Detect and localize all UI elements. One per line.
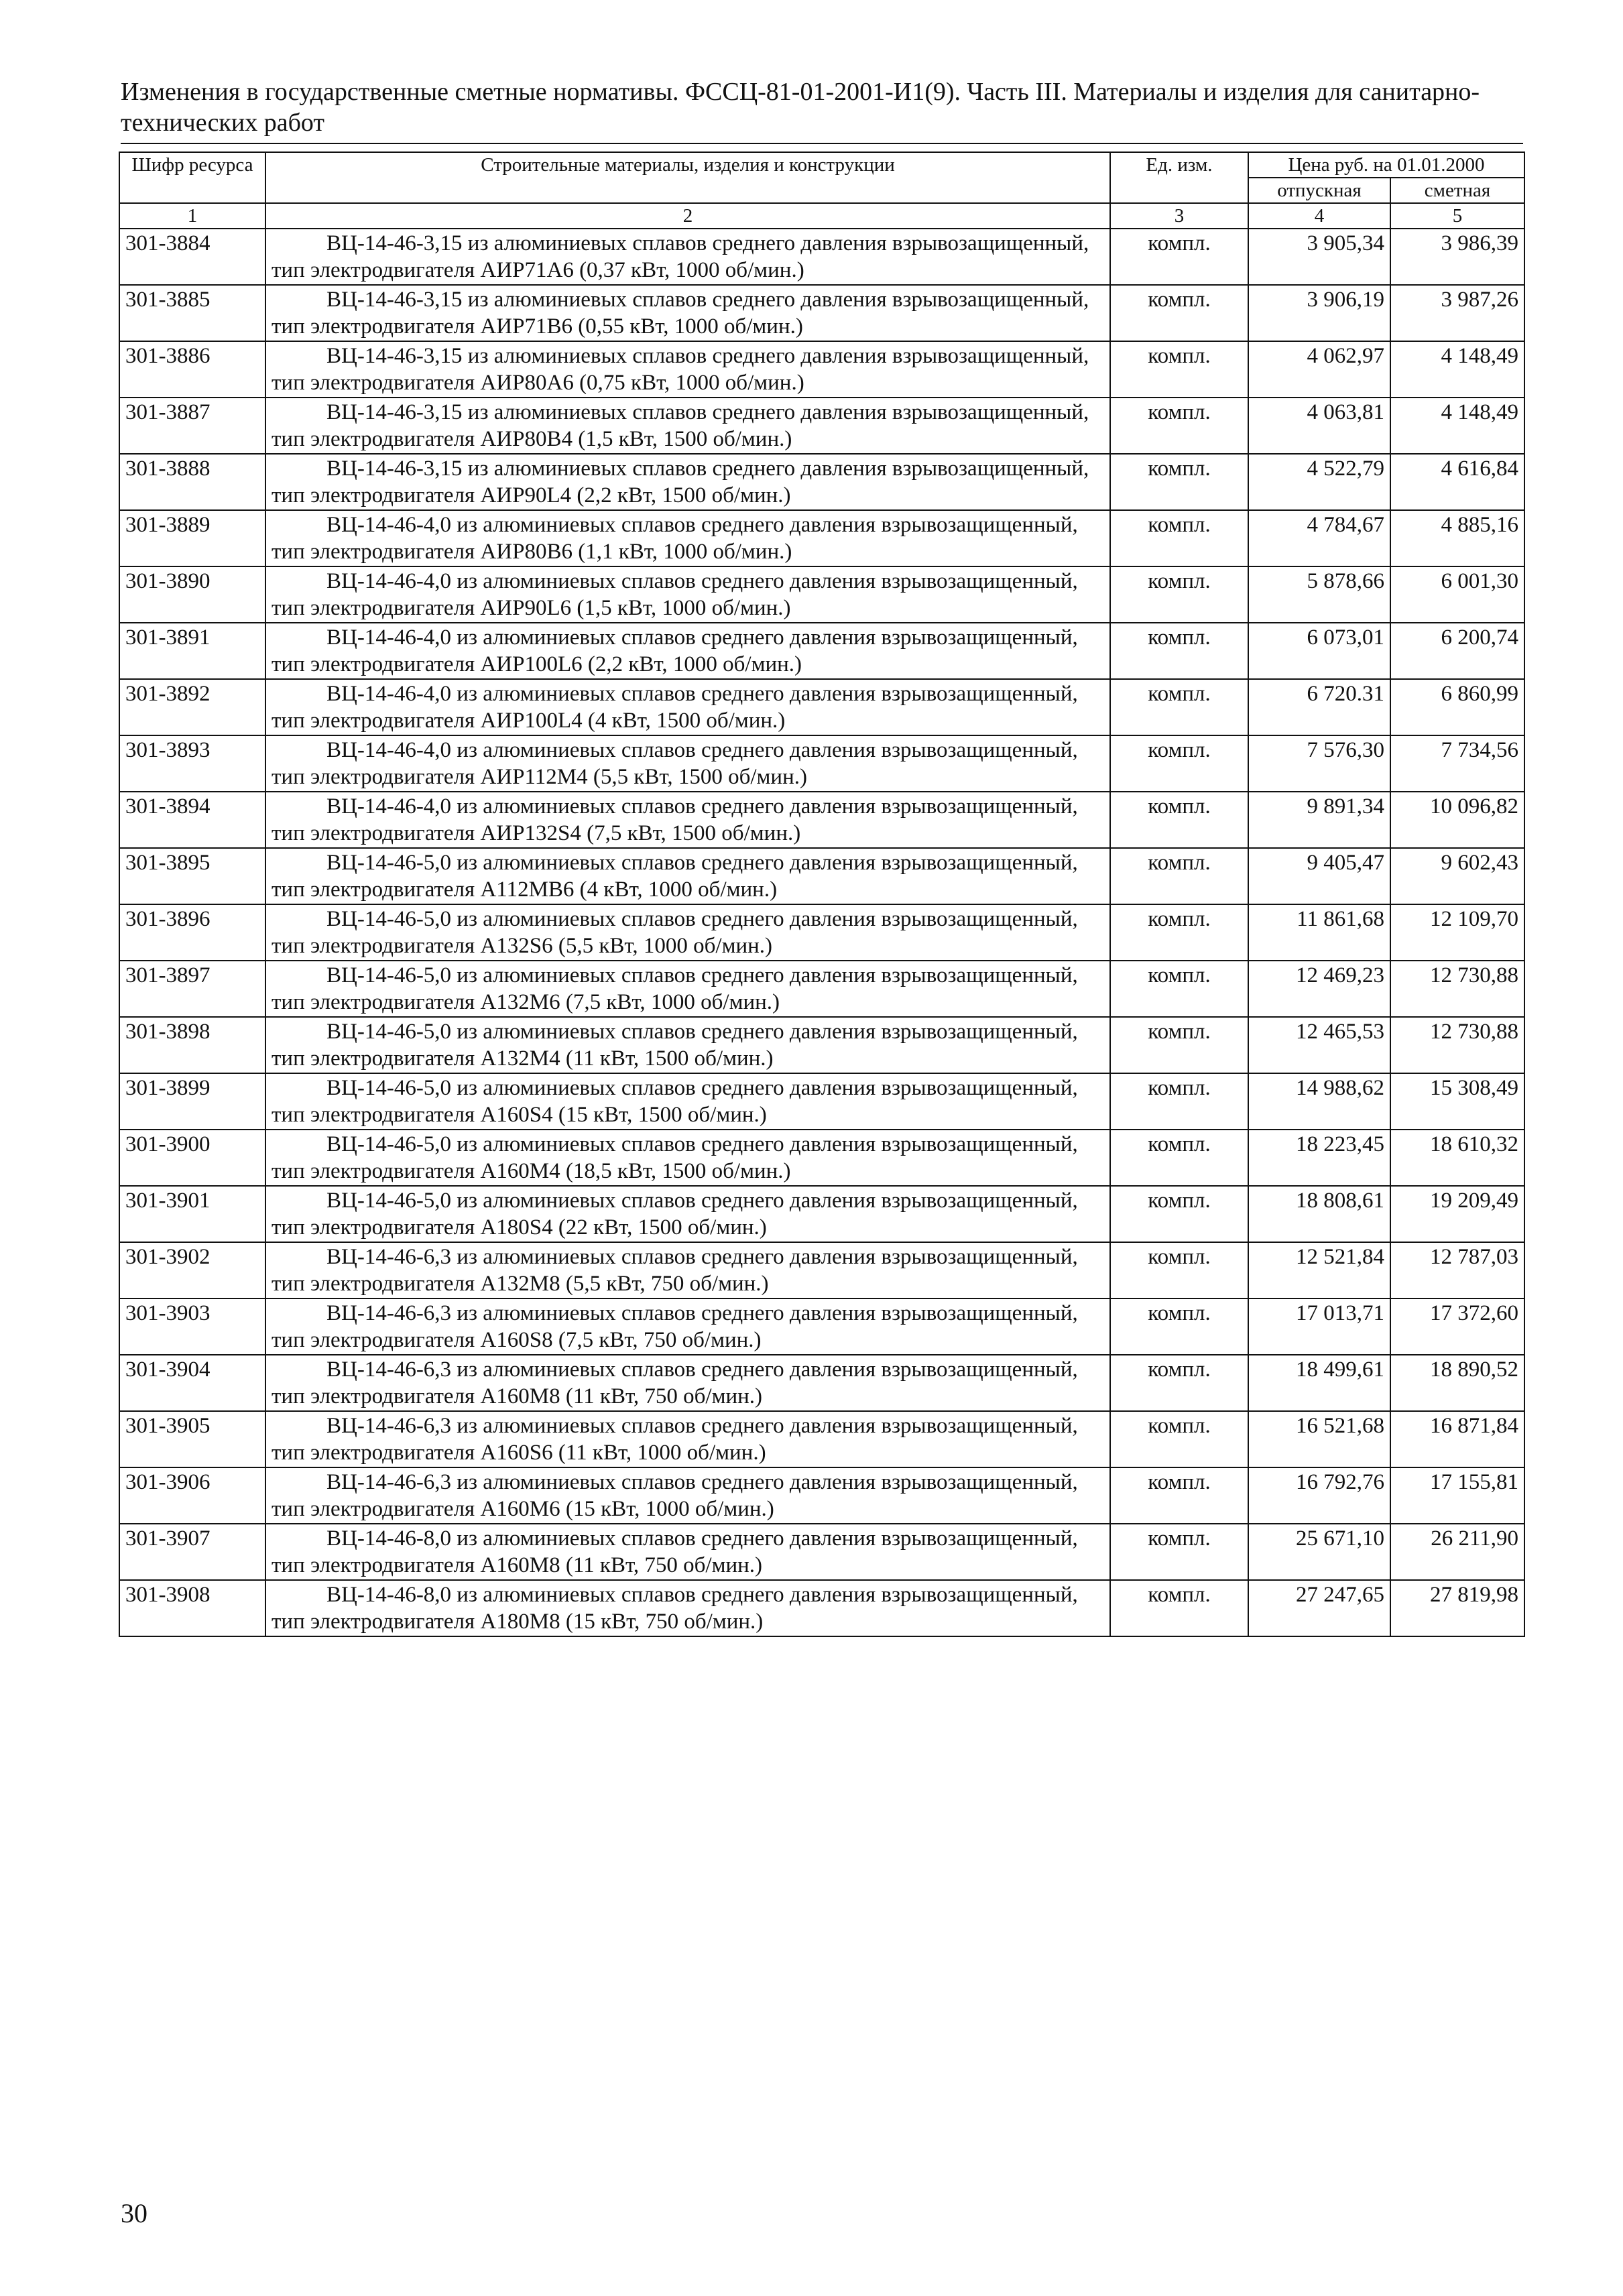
table-row <box>119 735 1524 792</box>
table-row <box>119 229 1524 285</box>
resource-code-cell: 301-3887 <box>119 398 265 454</box>
resource-code-cell: 301-3885 <box>119 285 265 341</box>
resource-code-cell: 301-3886 <box>119 341 265 398</box>
resource-code-cell: 301-3896 <box>119 904 265 961</box>
resource-code-cell: 301-3893 <box>119 735 265 792</box>
unit-cell: компл. <box>1110 285 1248 341</box>
table-row <box>119 961 1524 1017</box>
material-name-cell: ВЦ-14-46-6,3 из алюминиевых сплавов среднего давления взрывозащищенный, тип электродвигателя А160М8 (11 кВт, 750 об/мин.) <box>265 1355 1110 1411</box>
release-price-cell: 18 808,61 <box>1248 1186 1390 1242</box>
release-price-cell: 7 576,30 <box>1248 735 1390 792</box>
resource-code-cell: 301-3894 <box>119 792 265 848</box>
estimate-price-cell: 4 148,49 <box>1390 341 1524 398</box>
page-number: 30 <box>121 2198 147 2228</box>
table-row <box>119 1355 1524 1411</box>
table-row <box>119 679 1524 735</box>
unit-cell: компл. <box>1110 1242 1248 1298</box>
estimate-price-cell: 9 602,43 <box>1390 848 1524 904</box>
estimate-price-cell: 18 890,52 <box>1390 1355 1524 1411</box>
estimate-price-cell: 4 885,16 <box>1390 510 1524 566</box>
unit-cell: компл. <box>1110 229 1248 285</box>
unit-cell: компл. <box>1110 1580 1248 1636</box>
table-row <box>119 1130 1524 1186</box>
release-price-cell: 9 405,47 <box>1248 848 1390 904</box>
column-header-price-group: Цена руб. на 01.01.2000 <box>1248 152 1524 178</box>
column-number: 1 <box>119 203 265 229</box>
resource-code-cell: 301-3884 <box>119 229 265 285</box>
unit-cell: компл. <box>1110 341 1248 398</box>
material-name-cell: ВЦ-14-46-6,3 из алюминиевых сплавов среднего давления взрывозащищенный, тип электродвигателя А132М8 (5,5 кВт, 750 об/мин.) <box>265 1242 1110 1298</box>
estimate-price-cell: 7 734,56 <box>1390 735 1524 792</box>
table-row <box>119 285 1524 341</box>
release-price-cell: 4 784,67 <box>1248 510 1390 566</box>
resource-code-cell: 301-3907 <box>119 1524 265 1580</box>
material-name-cell: ВЦ-14-46-3,15 из алюминиевых сплавов среднего давления взрывозащищенный, тип электродвигателя АИР71В6 (0,55 кВт, 1000 об/мин.) <box>265 285 1110 341</box>
unit-cell: компл. <box>1110 1298 1248 1355</box>
estimate-price-cell: 18 610,32 <box>1390 1130 1524 1186</box>
material-name-cell: ВЦ-14-46-5,0 из алюминиевых сплавов среднего давления взрывозащищенный, тип электродвигателя А112МВ6 (4 кВт, 1000 об/мин.) <box>265 848 1110 904</box>
table-row <box>119 1298 1524 1355</box>
estimate-price-cell: 6 001,30 <box>1390 566 1524 623</box>
unit-cell: компл. <box>1110 1467 1248 1524</box>
material-name-cell: ВЦ-14-46-3,15 из алюминиевых сплавов среднего давления взрывозащищенный, тип электродвигателя АИР80В4 (1,5 кВт, 1500 об/мин.) <box>265 398 1110 454</box>
table-row <box>119 1524 1524 1580</box>
unit-cell: компл. <box>1110 904 1248 961</box>
resource-code-cell: 301-3908 <box>119 1580 265 1636</box>
resource-code-cell: 301-3902 <box>119 1242 265 1298</box>
material-name-cell: ВЦ-14-46-5,0 из алюминиевых сплавов среднего давления взрывозащищенный, тип электродвигателя А132М6 (7,5 кВт, 1000 об/мин.) <box>265 961 1110 1017</box>
column-number: 4 <box>1248 203 1390 229</box>
estimate-price-cell: 6 200,74 <box>1390 623 1524 679</box>
release-price-cell: 9 891,34 <box>1248 792 1390 848</box>
release-price-cell: 25 671,10 <box>1248 1524 1390 1580</box>
resource-code-cell: 301-3897 <box>119 961 265 1017</box>
resource-code-cell: 301-3890 <box>119 566 265 623</box>
unit-cell: компл. <box>1110 1017 1248 1073</box>
column-header-code: Шифр ресурса <box>119 152 265 203</box>
material-name-cell: ВЦ-14-46-5,0 из алюминиевых сплавов среднего давления взрывозащищенный, тип электродвигателя А160S4 (15 кВт, 1500 об/мин.) <box>265 1073 1110 1130</box>
unit-cell: компл. <box>1110 961 1248 1017</box>
resource-code-cell: 301-3889 <box>119 510 265 566</box>
page-header: Изменения в государственные сметные нормативы. ФССЦ-81-01-2001-И1(9). Часть III. Материалы и изделия для санитарно-технических работ <box>121 78 1480 137</box>
column-number: 5 <box>1390 203 1524 229</box>
estimate-price-cell: 27 819,98 <box>1390 1580 1524 1636</box>
unit-cell: компл. <box>1110 566 1248 623</box>
material-name-cell: ВЦ-14-46-5,0 из алюминиевых сплавов среднего давления взрывозащищенный, тип электродвигателя А132М4 (11 кВт, 1500 об/мин.) <box>265 1017 1110 1073</box>
estimate-price-cell: 12 730,88 <box>1390 1017 1524 1073</box>
table-row <box>119 566 1524 623</box>
unit-cell: компл. <box>1110 735 1248 792</box>
release-price-cell: 16 521,68 <box>1248 1411 1390 1467</box>
material-name-cell: ВЦ-14-46-3,15 из алюминиевых сплавов среднего давления взрывозащищенный, тип электродвигателя АИР71А6 (0,37 кВт, 1000 об/мин.) <box>265 229 1110 285</box>
column-header-name: Строительные материалы, изделия и конструкции <box>265 152 1110 203</box>
estimate-price-cell: 26 211,90 <box>1390 1524 1524 1580</box>
column-header-estimate-price: сметная <box>1390 178 1524 203</box>
resource-code-cell: 301-3906 <box>119 1467 265 1524</box>
estimate-price-cell: 12 787,03 <box>1390 1242 1524 1298</box>
column-number: 2 <box>265 203 1110 229</box>
estimate-price-cell: 17 372,60 <box>1390 1298 1524 1355</box>
resource-code-cell: 301-3903 <box>119 1298 265 1355</box>
release-price-cell: 4 522,79 <box>1248 454 1390 510</box>
material-name-cell: ВЦ-14-46-6,3 из алюминиевых сплавов среднего давления взрывозащищенный, тип электродвигателя А160М6 (15 кВт, 1000 об/мин.) <box>265 1467 1110 1524</box>
estimate-price-cell: 4 616,84 <box>1390 454 1524 510</box>
material-name-cell: ВЦ-14-46-8,0 из алюминиевых сплавов среднего давления взрывозащищенный, тип электродвигателя А180М8 (15 кВт, 750 об/мин.) <box>265 1580 1110 1636</box>
resource-code-cell: 301-3901 <box>119 1186 265 1242</box>
column-header-unit: Ед. изм. <box>1110 152 1248 203</box>
material-name-cell: ВЦ-14-46-5,0 из алюминиевых сплавов среднего давления взрывозащищенный, тип электродвигателя А132S6 (5,5 кВт, 1000 об/мин.) <box>265 904 1110 961</box>
unit-cell: компл. <box>1110 623 1248 679</box>
material-name-cell: ВЦ-14-46-4,0 из алюминиевых сплавов среднего давления взрывозащищенный, тип электродвигателя АИР90L6 (1,5 кВт, 1000 об/мин.) <box>265 566 1110 623</box>
material-name-cell: ВЦ-14-46-5,0 из алюминиевых сплавов среднего давления взрывозащищенный, тип электродвигателя А160М4 (18,5 кВт, 1500 об/мин.) <box>265 1130 1110 1186</box>
estimate-price-cell: 10 096,82 <box>1390 792 1524 848</box>
release-price-cell: 11 861,68 <box>1248 904 1390 961</box>
estimate-price-cell: 15 308,49 <box>1390 1073 1524 1130</box>
material-name-cell: ВЦ-14-46-5,0 из алюминиевых сплавов среднего давления взрывозащищенный, тип электродвигателя А180S4 (22 кВт, 1500 об/мин.) <box>265 1186 1110 1242</box>
resource-price-table <box>119 152 1525 1637</box>
unit-cell: компл. <box>1110 848 1248 904</box>
unit-cell: компл. <box>1110 454 1248 510</box>
resource-code-cell: 301-3899 <box>119 1073 265 1130</box>
estimate-price-cell: 3 987,26 <box>1390 285 1524 341</box>
release-price-cell: 18 223,45 <box>1248 1130 1390 1186</box>
release-price-cell: 16 792,76 <box>1248 1467 1390 1524</box>
table-row <box>119 1467 1524 1524</box>
resource-code-cell: 301-3904 <box>119 1355 265 1411</box>
material-name-cell: ВЦ-14-46-3,15 из алюминиевых сплавов среднего давления взрывозащищенный, тип электродвигателя АИР90L4 (2,2 кВт, 1500 об/мин.) <box>265 454 1110 510</box>
unit-cell: компл. <box>1110 1130 1248 1186</box>
table-row <box>119 510 1524 566</box>
material-name-cell: ВЦ-14-46-4,0 из алюминиевых сплавов среднего давления взрывозащищенный, тип электродвигателя АИР132S4 (7,5 кВт, 1500 об/мин.) <box>265 792 1110 848</box>
unit-cell: компл. <box>1110 1073 1248 1130</box>
release-price-cell: 27 247,65 <box>1248 1580 1390 1636</box>
resource-code-cell: 301-3888 <box>119 454 265 510</box>
table-row <box>119 792 1524 848</box>
table-row <box>119 1073 1524 1130</box>
unit-cell: компл. <box>1110 679 1248 735</box>
material-name-cell: ВЦ-14-46-8,0 из алюминиевых сплавов среднего давления взрывозащищенный, тип электродвигателя А160М8 (11 кВт, 750 об/мин.) <box>265 1524 1110 1580</box>
estimate-price-cell: 17 155,81 <box>1390 1467 1524 1524</box>
material-name-cell: ВЦ-14-46-4,0 из алюминиевых сплавов среднего давления взрывозащищенный, тип электродвигателя АИР100L4 (4 кВт, 1500 об/мин.) <box>265 679 1110 735</box>
unit-cell: компл. <box>1110 1524 1248 1580</box>
table-body <box>119 229 1524 1636</box>
release-price-cell: 18 499,61 <box>1248 1355 1390 1411</box>
estimate-price-cell: 19 209,49 <box>1390 1186 1524 1242</box>
table-row <box>119 454 1524 510</box>
table-row <box>119 341 1524 398</box>
unit-cell: компл. <box>1110 510 1248 566</box>
unit-cell: компл. <box>1110 1411 1248 1467</box>
release-price-cell: 3 906,19 <box>1248 285 1390 341</box>
table-row <box>119 848 1524 904</box>
column-header-release-price: отпускная <box>1248 178 1390 203</box>
material-name-cell: ВЦ-14-46-4,0 из алюминиевых сплавов среднего давления взрывозащищенный, тип электродвигателя АИР112М4 (5,5 кВт, 1500 об/мин.) <box>265 735 1110 792</box>
release-price-cell: 4 063,81 <box>1248 398 1390 454</box>
release-price-cell: 12 465,53 <box>1248 1017 1390 1073</box>
column-number: 3 <box>1110 203 1248 229</box>
release-price-cell: 14 988,62 <box>1248 1073 1390 1130</box>
resource-code-cell: 301-3898 <box>119 1017 265 1073</box>
table-row <box>119 398 1524 454</box>
table-row <box>119 1242 1524 1298</box>
release-price-cell: 17 013,71 <box>1248 1298 1390 1355</box>
estimate-price-cell: 12 730,88 <box>1390 961 1524 1017</box>
table-row <box>119 623 1524 679</box>
unit-cell: компл. <box>1110 792 1248 848</box>
table-row <box>119 1186 1524 1242</box>
unit-cell: компл. <box>1110 398 1248 454</box>
resource-code-cell: 301-3900 <box>119 1130 265 1186</box>
estimate-price-cell: 12 109,70 <box>1390 904 1524 961</box>
table-row <box>119 1017 1524 1073</box>
material-name-cell: ВЦ-14-46-4,0 из алюминиевых сплавов среднего давления взрывозащищенный, тип электродвигателя АИР80В6 (1,1 кВт, 1000 об/мин.) <box>265 510 1110 566</box>
material-name-cell: ВЦ-14-46-6,3 из алюминиевых сплавов среднего давления взрывозащищенный, тип электродвигателя А160S8 (7,5 кВт, 750 об/мин.) <box>265 1298 1110 1355</box>
unit-cell: компл. <box>1110 1186 1248 1242</box>
estimate-price-cell: 3 986,39 <box>1390 229 1524 285</box>
unit-cell: компл. <box>1110 1355 1248 1411</box>
release-price-cell: 12 521,84 <box>1248 1242 1390 1298</box>
resource-code-cell: 301-3892 <box>119 679 265 735</box>
estimate-price-cell: 16 871,84 <box>1390 1411 1524 1467</box>
material-name-cell: ВЦ-14-46-6,3 из алюминиевых сплавов среднего давления взрывозащищенный, тип электродвигателя А160S6 (11 кВт, 1000 об/мин.) <box>265 1411 1110 1467</box>
release-price-cell: 4 062,97 <box>1248 341 1390 398</box>
estimate-price-cell: 6 860,99 <box>1390 679 1524 735</box>
material-name-cell: ВЦ-14-46-3,15 из алюминиевых сплавов среднего давления взрывозащищенный, тип электродвигателя АИР80А6 (0,75 кВт, 1000 об/мин.) <box>265 341 1110 398</box>
release-price-cell: 3 905,34 <box>1248 229 1390 285</box>
resource-code-cell: 301-3891 <box>119 623 265 679</box>
release-price-cell: 12 469,23 <box>1248 961 1390 1017</box>
release-price-cell: 5 878,66 <box>1248 566 1390 623</box>
resource-code-cell: 301-3905 <box>119 1411 265 1467</box>
table-row <box>119 1580 1524 1636</box>
release-price-cell: 6 073,01 <box>1248 623 1390 679</box>
table-row <box>119 904 1524 961</box>
table-row <box>119 1411 1524 1467</box>
material-name-cell: ВЦ-14-46-4,0 из алюминиевых сплавов среднего давления взрывозащищенный, тип электродвигателя АИР100L6 (2,2 кВт, 1000 об/мин.) <box>265 623 1110 679</box>
header-divider <box>121 143 1523 144</box>
release-price-cell: 6 720.31 <box>1248 679 1390 735</box>
estimate-price-cell: 4 148,49 <box>1390 398 1524 454</box>
resource-code-cell: 301-3895 <box>119 848 265 904</box>
